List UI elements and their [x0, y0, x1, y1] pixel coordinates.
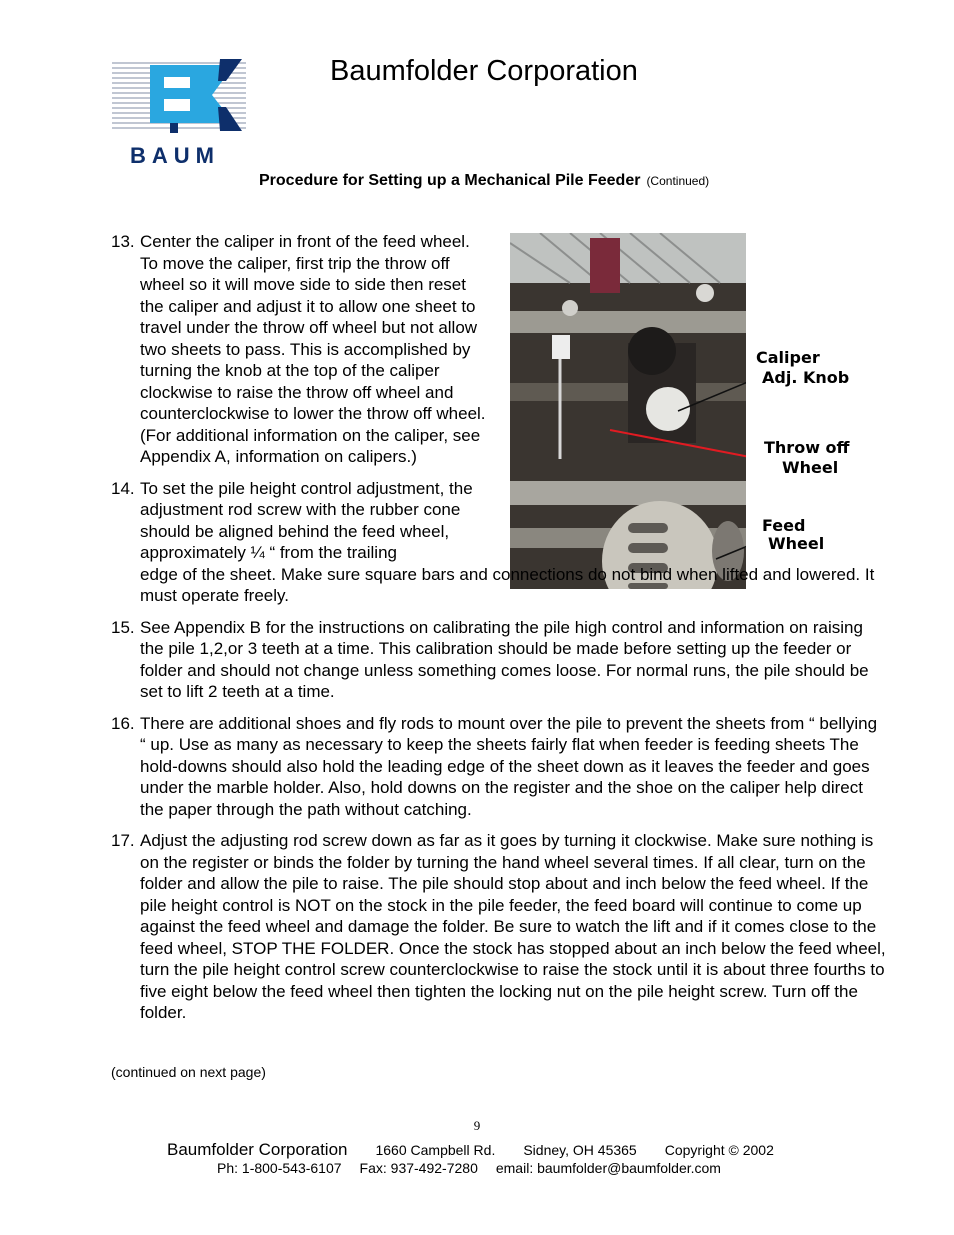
footer-city: Sidney, OH 45365 [523, 1142, 637, 1158]
step-number: 16. [111, 713, 135, 733]
step-13 [111, 231, 886, 468]
step-17 [111, 830, 886, 1024]
step-15 [111, 617, 886, 703]
step-number: 15. [111, 617, 135, 637]
footer-line-2 [217, 1160, 721, 1176]
footer-phone: Ph: 1-800-543-6107 [217, 1160, 342, 1176]
step-16 [111, 713, 886, 821]
procedure-steps [111, 231, 886, 1034]
step-text: Adjust the adjusting rod screw down as far as it goes by turning it clockwise. Make sure nothing is on the register or binds the folder by turning the hand wheel several times. If all clear, turn on the folder and allow the pile to raise. The pile should stop about and inch below the feed wheel. If the pile height control is NOT on the stock in the pile feeder, the feed board will continue to come up against the feed wheel and damage the folder. Be sure to watch the lift and if it comes close to the feed wheel, STOP THE FOLDER. Once the stock has stopped about an inch below the feed wheel, turn the pile height control screw counterclockwise to raise the stock until it is about three fourths to five eight below the feed wheel then tighten the locking nut on the pile height screw. Turn off the folder. [140, 831, 886, 1022]
step-number: 13. [111, 232, 135, 251]
procedure-title-text: Procedure for Setting up a Mechanical Pile Feeder [259, 172, 641, 189]
footer-company: Baumfolder Corporation [167, 1140, 348, 1159]
step-number: 17. [111, 831, 135, 850]
footer-copyright: Copyright © 2002 [664, 1142, 774, 1158]
continued-note: (continued on next page) [111, 1064, 266, 1080]
step-text-narrow: To set the pile height control adjustment, the adjustment rod screw with the rubber cone should be aligned behind the feed wheel, approximately ¼ “ from the trailing [140, 478, 473, 562]
label-throw-line2: Wheel [782, 458, 839, 477]
footer-fax: Fax: 937-492-7280 [359, 1160, 478, 1176]
step-text: There are additional shoes and fly rods to mount over the pile to prevent the sheets from “ bellying “ up. Use as many as necessary to keep the sheets fairly flat when feeder is feeding sheets The hold-downs should also hold the leading edge of the sheet down as it leaves the feeder and goes under the marble holder. Also, hold downs on the register and the shoe on the caliper help direct the paper through the path without catching. [140, 713, 878, 819]
logo-wordmark: BAUM [130, 143, 220, 168]
procedure-continued: (Continued) [646, 174, 710, 188]
step-text: Center the caliper in front of the feed wheel. To move the caliper, first trip the throw off wheel so it will move side to side then reset the caliper and adjust it to allow one sheet to travel under the throw off wheel but not allow two sheets to pass. This is accomplished by turning the knob at the top of the caliper clockwise to raise the throw off wheel and counterclockwise to lower the throw off wheel. (For additional information on the caliper, see Appendix A, information on calipers.) [140, 232, 486, 466]
label-caliper-line1: Caliper [756, 348, 820, 367]
label-feed-line1: Feed [762, 516, 806, 535]
procedure-title [259, 172, 709, 190]
footer-email: email: baumfolder@baumfolder.com [495, 1160, 721, 1176]
footer-address: 1660 Campbell Rd. [375, 1142, 496, 1158]
company-title: Baumfolder Corporation [330, 55, 638, 87]
label-feed-line2: Wheel [768, 534, 825, 553]
label-caliper-line2: Adj. Knob [762, 368, 850, 387]
footer-line-1 [167, 1140, 774, 1160]
step-text: See Appendix B for the instructions on calibrating the pile high control and information on raising the pile 1,2,or 3 teeth at a time. This calibration should be made before setting up the feeder or folder and should not change unless something comes loose. For normal runs, the pile should be set to lift 2 teeth at a time. [140, 617, 869, 701]
step-number: 14. [111, 478, 135, 498]
step-14 [111, 478, 886, 607]
label-throw-line1: Throw off [764, 438, 850, 457]
step-text-wide: edge of the sheet. Make sure square bars and connections do not bind when lifted and lowered. It must operate freely. [140, 564, 875, 605]
page-number: 9 [473, 1118, 481, 1133]
